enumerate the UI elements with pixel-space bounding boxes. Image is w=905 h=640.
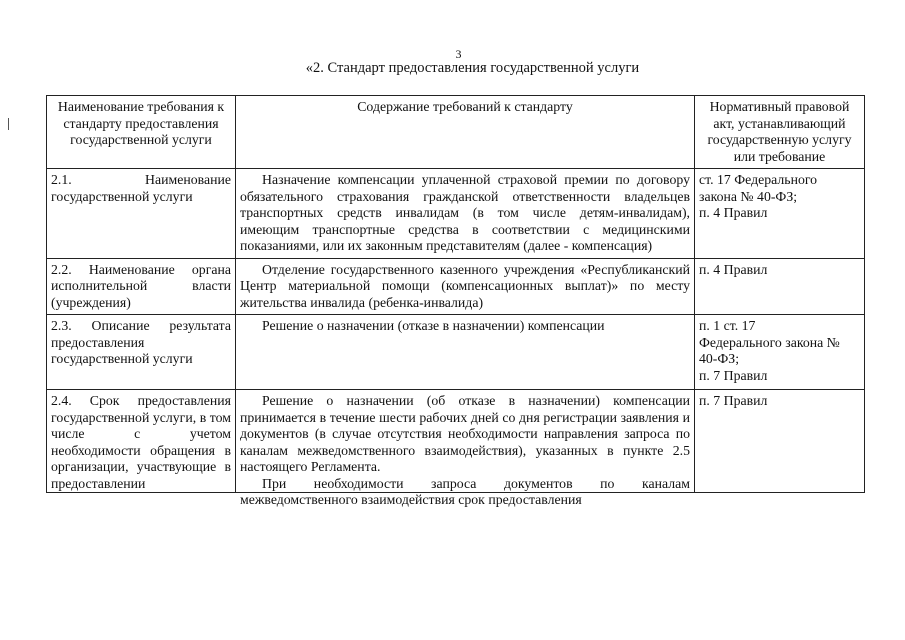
row-act-cell	[695, 315, 865, 390]
act-line: п. 7 Правил	[699, 367, 768, 383]
act-line: Федерального закона №	[699, 334, 840, 350]
table-row	[47, 169, 865, 259]
row-name-cell	[47, 169, 236, 259]
header-requirement-name: Наименование требования к стандарту предоставления государственной услуги	[47, 96, 236, 169]
row-name-cell	[47, 390, 236, 493]
row-name-first-word: Наименование	[145, 172, 231, 187]
row-act-cell	[695, 169, 865, 259]
page-title: «2. Стандарт предоставления государственной услуги	[305, 60, 640, 76]
act-line: ст. 17 Федерального	[699, 172, 818, 187]
table-row	[47, 315, 865, 390]
table-header-row	[47, 96, 865, 169]
row-content-cell: Назначение компенсации уплаченной страховой премии по договору обязательного страхования гражданской ответственности владельцев транспортных средств инвалидам (в том числе детям-инвалидам), имеющим транспортные средства в соответствии с медицинскими показаниями, или их законным представителям (далее - компенсация)	[236, 169, 695, 259]
header-requirement-content: Содержание требований к стандарту	[236, 96, 695, 169]
row-name-cell: 2.3. Описание результата предоставления государственной услуги	[47, 315, 236, 390]
page-number: 3	[455, 47, 462, 61]
margin-mark	[8, 118, 9, 130]
header-legal-act: Нормативный правовой акт, устанавливающий государственную услугу или требование	[695, 96, 865, 169]
row-act-cell: п. 7 Правил	[695, 390, 865, 493]
standard-table	[46, 95, 865, 507]
content-paragraph: Решение о назначении (об отказе в назначении) компенсации принимается в течение шести рабочих дней со дня регистрации заявления и документов (в случае отсутствия необходимости направления запроса по каналам межведомственного взаимодействия), указанных в пункте 2.5 настоящего Регламента.	[240, 393, 690, 474]
content-paragraph: При необходимости запроса документов по каналам межведомственного взаимодействия срок предоставления	[240, 475, 690, 507]
table-row	[47, 390, 865, 493]
row-content-text	[240, 393, 690, 507]
act-line: п. 1 ст. 17	[699, 318, 756, 333]
row-name-text: 2.4. Срок предоставления государственной услуги, в том числе с учетом необходимости обращения в организации, участвующие в предоставлении	[51, 393, 231, 491]
row-name-cell: 2.2. Наименование органа исполнительной власти (учреждения)	[47, 258, 236, 315]
act-line: закона № 40-ФЗ;	[699, 188, 798, 204]
row-name-rest: государственной услуги	[51, 188, 193, 204]
table-row	[47, 258, 865, 315]
act-line: п. 4 Правил	[699, 205, 768, 220]
row-number: 2.1.	[51, 172, 72, 187]
act-line: 40-ФЗ;	[699, 351, 740, 366]
row-content-cell	[236, 390, 695, 507]
row-content-cell: Отделение государственного казенного учреждения «Республиканский Центр материальной помощи (компенсационных выплат)» по месту жительства инвалида (ребенка-инвалида)	[236, 258, 695, 315]
row-act-cell: п. 4 Правил	[695, 258, 865, 315]
row-content-cell: Решение о назначении (отказе в назначении) компенсации	[236, 315, 695, 390]
